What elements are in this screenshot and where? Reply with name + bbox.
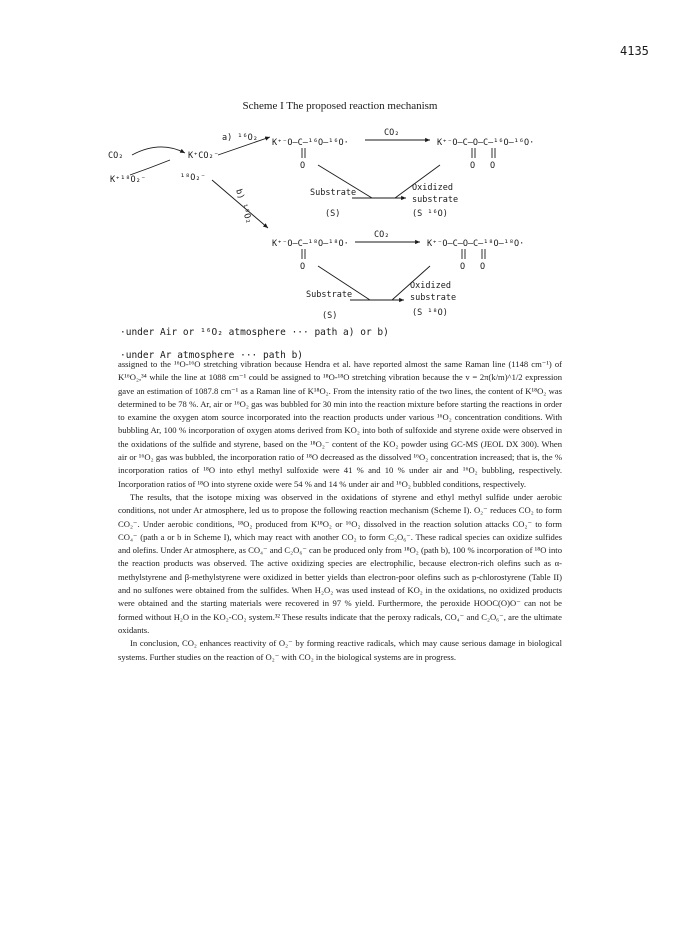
legend-air-atmosphere: ·under Air or ¹⁶O₂ atmosphere ··· path a) or b): [120, 327, 389, 338]
body-text: [118, 358, 562, 664]
arrow-co2-reduction: [132, 147, 185, 155]
lower-co2-label: CO₂: [374, 230, 390, 240]
paragraph-conclusion: In conclusion, CO₂ enhances reactivity of O₂⁻ by forming reactive radicals, which may cause serious damage in biological systems. Further studies on the reaction of O₂⁻ with CO₂ in the biological systems are in progress.: [118, 638, 562, 662]
lower-substrate-s: (S): [322, 311, 338, 321]
page-number: 4135: [620, 44, 649, 58]
paragraph-raman-analysis: assigned to the ¹⁶O-¹⁶O stretching vibration because Hendra et al. have reported almost the same Raman line (1148 cm⁻¹) of K¹⁶O₂,³⁴ while the line at 1088 cm⁻¹ could be assigned to ¹⁸O-¹⁸O stretching vibration because the v = 2π(k/m)^1/2 expression gave an estimation of 1087.8 cm⁻¹ as a Raman line of K¹⁸O₂. From the intensity ratio of the two lines, the content of K¹⁸O₂ was determined to be 78 %. Ar, air or ¹⁶O₂ gas was bubbled for 30 min into the reaction mixture before starting the reactions in order to examine the oxygen atom source incorporated into the reaction products under various ¹⁶O₂ concentration conditions. With bubbling Ar, 100 % incorporation of oxygen atoms derived from KO₂ into both of sulfoxide and styrene oxide were observed in the oxidations of the sulfide and styrene, based on the ¹⁸O₂⁻ content of the KO₂ powder using GC-MS (JEOL DX 300). When air or ¹⁶O₂ gas was bubbled, the incorporation ratio of ¹⁸O decreased as the dissolved ¹⁶O₂ concentration increased; that is, the % incorporation ratios of ¹⁸O into ethyl methyl sulfoxide were 41 % and 10 % under air and ¹⁶O₂ bubbling, respectively. Incorporation ratios of ¹⁸O into styrene oxide were 54 % and 14 % under air and ¹⁶O₂ bubbled conditions, respectively.: [118, 359, 562, 489]
superoxide-reagent: K⁺¹⁸O₂⁻: [110, 175, 146, 185]
carbonyl-oxygen: O: [460, 262, 466, 272]
carbonyl-oxygen: O: [480, 262, 486, 272]
path-a-label: a) ¹⁶O₂: [222, 133, 258, 143]
upper-co2-label: CO₂: [384, 128, 400, 138]
curve-superoxide-attack: [130, 160, 170, 175]
lower-oxidized-s18: (S ¹⁸O): [412, 308, 448, 318]
lower-oxidized-line1: Oxidized: [410, 281, 451, 291]
upper-substrate-label: Substrate: [310, 188, 357, 198]
upper-product-radical: K⁺⁻O–C–O–C–¹⁶O–¹⁶O·: [437, 138, 535, 148]
carbonyl-oxygen: O: [300, 262, 306, 272]
carbonyl-oxygen: O: [300, 161, 306, 171]
legend-ar-atmosphere: ·under Ar atmosphere ··· path b): [120, 350, 304, 361]
reaction-scheme-diagram: [0, 0, 680, 361]
upper-oxidized-line1: Oxidized: [412, 183, 453, 193]
upper-oxidized-line2: substrate: [412, 195, 459, 205]
lower-substrate-label: Substrate: [306, 290, 353, 300]
paragraph-mechanism: The results, that the isotope mixing was observed in the oxidations of styrene and ethyl methyl sulfide under aerobic conditions, not under Ar atmosphere, led us to propose the following reaction mechanism (Scheme I). O₂⁻ reduces CO₂ to form CO₂⁻. Under aerobic conditions, ¹⁸O₂ produced from K¹⁸O₂ or ¹⁶O₂ dissolved in the reaction solution attacks CO₂⁻ to form CO₄⁻ (path a or b in Scheme I), which may react with another CO₂ to form C₂O₆⁻. These radical species can oxidize sulfides and olefins. Under Ar atmosphere, as CO₄⁻ and C₂O₆⁻ can be produced only from ¹⁸O₂ (path b), 100 % incorporation of ¹⁸O into the reaction products was observed. The active oxidizing species are electrophilic, because electron-rich olefins such as α-methylstyrene and β-methylstyrene were oxidized in better yields than electron-poor olefins such as p-chlorostyrene (Table II) and no sulfones were obtained from the sulfides. When H₂O₂ was used instead of KO₂ in the oxidations, no oxidized products were obtained and the starting materials were recovered in 97 % yield. Furthermore, the peroxide HOOC(O)O⁻ can not be formed without H₂O in the KO₂-CO₂ system.³² These results indicate that the peroxy radicals, CO₄⁻ and C₂O₆⁻, are the ultimate oxidants.: [118, 491, 562, 635]
line-upper-product-to-oxidation: [395, 165, 440, 198]
carbonyl-oxygen: O: [470, 161, 476, 171]
upper-peroxy-radical: K⁺⁻O–C–¹⁶O–¹⁶O·: [272, 138, 349, 148]
scheme-title: Scheme I The proposed reaction mechanism: [242, 100, 438, 112]
upper-substrate-s: (S): [325, 209, 341, 219]
lower-peroxy-radical: K⁺⁻O–C–¹⁸O–¹⁸O·: [272, 239, 349, 249]
lower-oxidized-line2: substrate: [410, 293, 457, 303]
upper-oxidized-s16: (S ¹⁶O): [412, 209, 448, 219]
lower-product-radical: K⁺⁻O–C–O–C–¹⁸O–¹⁸O·: [427, 239, 525, 249]
carbonyl-oxygen: O: [490, 161, 496, 171]
co2-radical-anion: K⁺CO₂⁻: [188, 151, 219, 161]
superoxide-radical: ¹⁸O₂⁻: [180, 173, 206, 183]
path-b-label: b) ¹⁸O₂: [233, 187, 254, 226]
co2-reactant: CO₂: [108, 151, 124, 161]
